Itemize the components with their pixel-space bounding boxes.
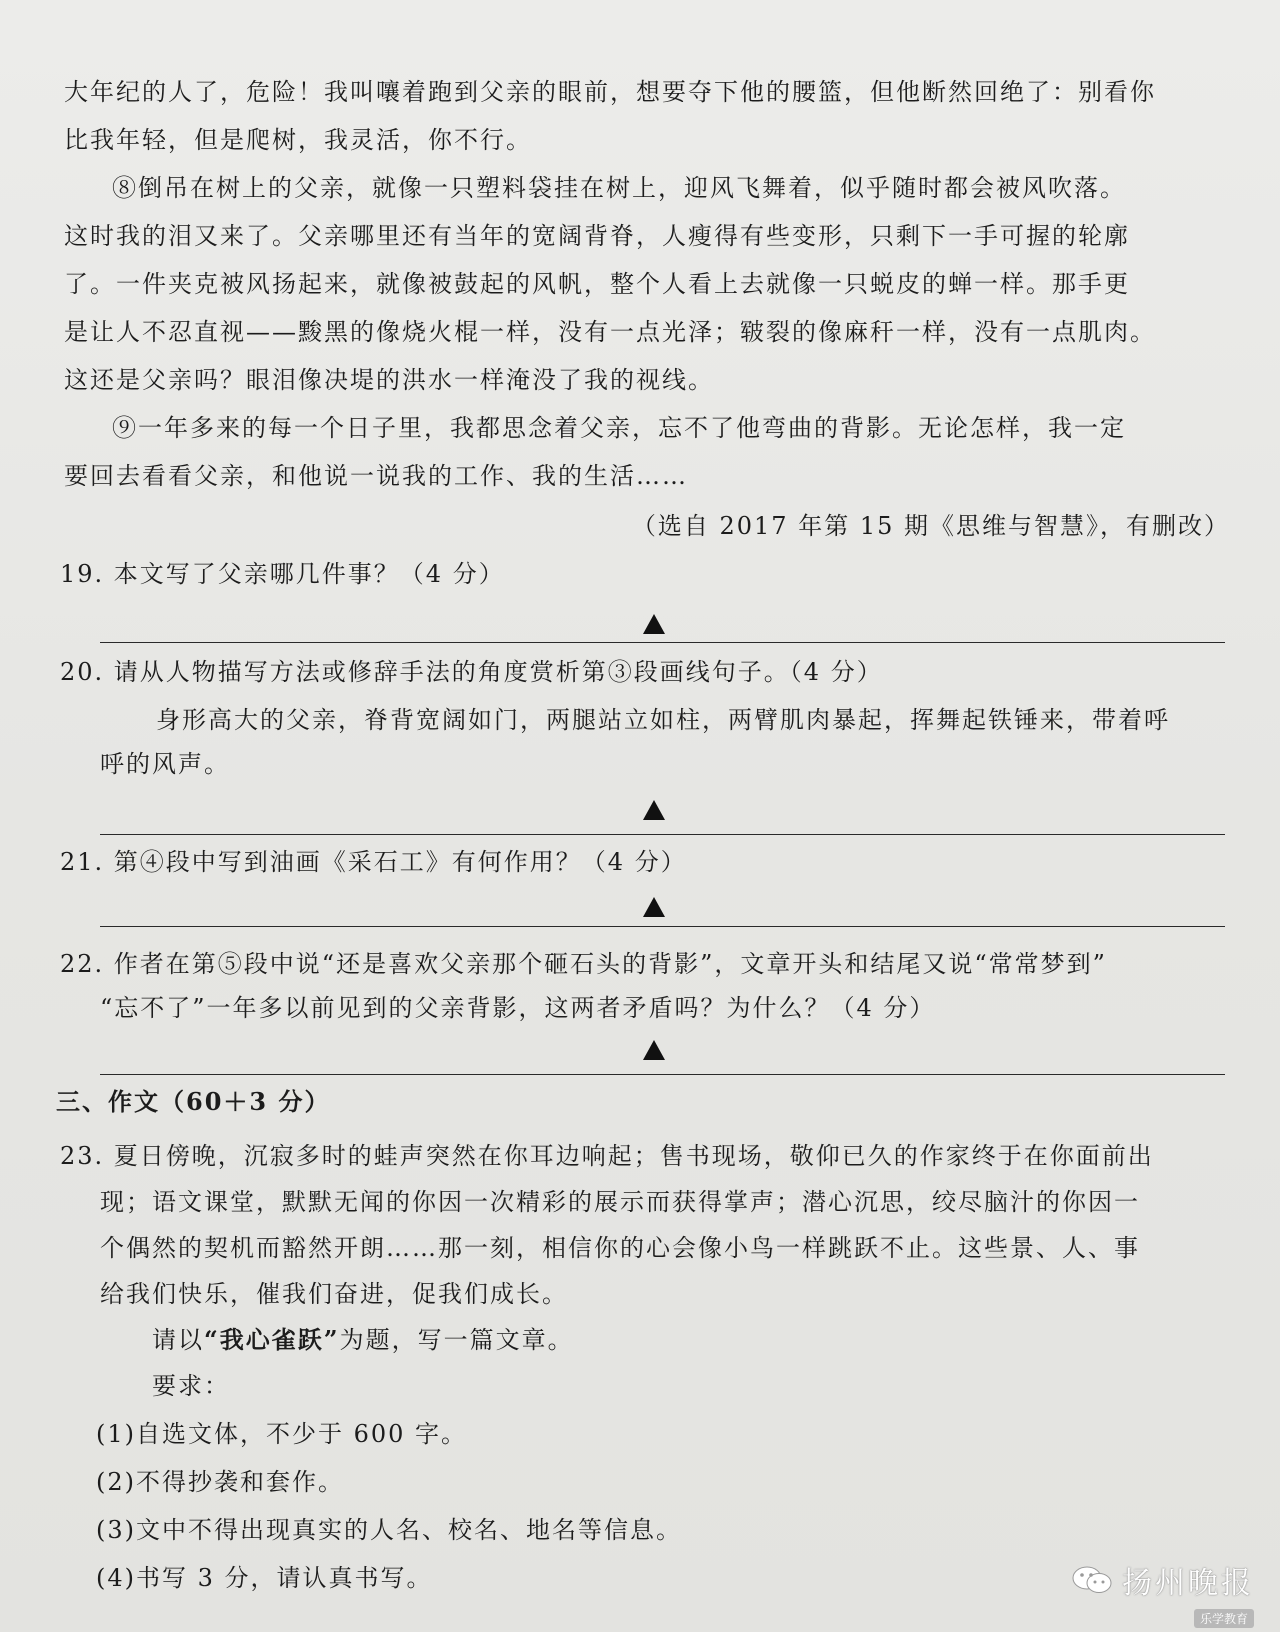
- passage-line: ⑨一年多来的每一个日子里，我都思念着父亲，忘不了他弯曲的背影。无论怎样，我一定: [112, 414, 1126, 442]
- passage-source: （选自 2017 年第 15 期《思维与智慧》，有删改）: [631, 512, 1230, 540]
- answer-mark-icon: [643, 897, 665, 917]
- section-title: 三、作文（60＋3 分）: [56, 1087, 331, 1116]
- answer-mark-icon: [643, 800, 665, 820]
- question-22: “忘不了”一年多以前见到的父亲背影，这两者矛盾吗？为什么？（4 分）: [100, 994, 936, 1022]
- passage-line: 要回去看看父亲，和他说一说我的工作、我的生活……: [64, 462, 688, 490]
- passage-line: 大年纪的人了，危险！我叫嚷着跑到父亲的眼前，想要夺下他的腰篮，但他断然回绝了：别看你: [64, 78, 1156, 106]
- watermark: [1070, 1558, 1254, 1602]
- answer-line-20[interactable]: [100, 834, 1225, 835]
- answer-mark-icon: [643, 1040, 665, 1060]
- question-20-quote: 呼的风声。: [100, 750, 230, 778]
- question-20-quote: 身形高大的父亲，脊背宽阔如门，两腿站立如柱，两臂肌肉暴起，挥舞起铁锤来，带着呼: [156, 706, 1170, 734]
- passage-line: 这还是父亲吗？眼泪像决堤的洪水一样淹没了我的视线。: [64, 366, 714, 394]
- question-23: 23. 夏日傍晚，沉寂多时的蛙声突然在你耳边响起；售书现场，敬仰已久的作家终于在你面前出: [60, 1142, 1154, 1170]
- passage-line: 比我年轻，但是爬树，我灵活，你不行。: [64, 126, 532, 154]
- requirement-item: (4)书写 3 分，请认真书写。: [96, 1564, 433, 1592]
- wechat-icon: [1070, 1564, 1114, 1596]
- passage-line: ⑧倒吊在树上的父亲，就像一只塑料袋挂在树上，迎风飞舞着，似乎随时都会被风吹落。: [112, 174, 1126, 202]
- watermark-logo: 乐学教育: [1194, 1609, 1254, 1628]
- question-19: 19. 本文写了父亲哪几件事？（4 分）: [60, 560, 505, 588]
- question-22: 22. 作者在第⑤段中说“还是喜欢父亲那个砸石头的背影”，文章开头和结尾又说“常常梦到”: [60, 950, 1107, 978]
- passage-line: 这时我的泪又来了。父亲哪里还有当年的宽阔背脊，人瘦得有些变形，只剩下一手可握的轮廓: [64, 222, 1130, 250]
- prompt-prefix: 请以: [152, 1326, 204, 1354]
- passage-line: 了。一件夹克被风扬起来，就像被鼓起的风帆，整个人看上去就像一只蜕皮的蝉一样。那手更: [64, 270, 1130, 298]
- question-23: 现；语文课堂，默默无闻的你因一次精彩的展示而获得掌声；潜心沉思，绞尽脑汁的你因一: [100, 1188, 1140, 1216]
- composition-prompt: [152, 1324, 574, 1356]
- requirement-item: (2)不得抄袭和套作。: [96, 1468, 344, 1496]
- prompt-suffix: 为题，写一篇文章。: [339, 1326, 574, 1354]
- prompt-title: “我心雀跃”: [204, 1325, 340, 1354]
- question-23: 给我们快乐，催我们奋进，促我们成长。: [100, 1280, 568, 1308]
- answer-line-21[interactable]: [100, 926, 1225, 927]
- question-20: 20. 请从人物描写方法或修辞手法的角度赏析第③段画线句子。（4 分）: [60, 658, 883, 686]
- answer-mark-icon: [643, 614, 665, 634]
- requirements-label: 要求：: [152, 1372, 230, 1400]
- answer-line-22[interactable]: [100, 1074, 1225, 1075]
- requirement-item: (3)文中不得出现真实的人名、校名、地名等信息。: [96, 1516, 682, 1544]
- question-23: 个偶然的契机而豁然开朗……那一刻，相信你的心会像小鸟一样跳跃不止。这些景、人、事: [100, 1234, 1140, 1262]
- question-21: 21. 第④段中写到油画《采石工》有何作用？（4 分）: [60, 848, 687, 876]
- watermark-name: 扬州晚报: [1122, 1566, 1254, 1601]
- answer-line-19[interactable]: [100, 642, 1225, 643]
- passage-line: 是让人不忍直视——黢黑的像烧火棍一样，没有一点光泽；皲裂的像麻秆一样，没有一点肌肉。: [64, 318, 1156, 346]
- requirement-item: (1)自选文体，不少于 600 字。: [96, 1420, 468, 1448]
